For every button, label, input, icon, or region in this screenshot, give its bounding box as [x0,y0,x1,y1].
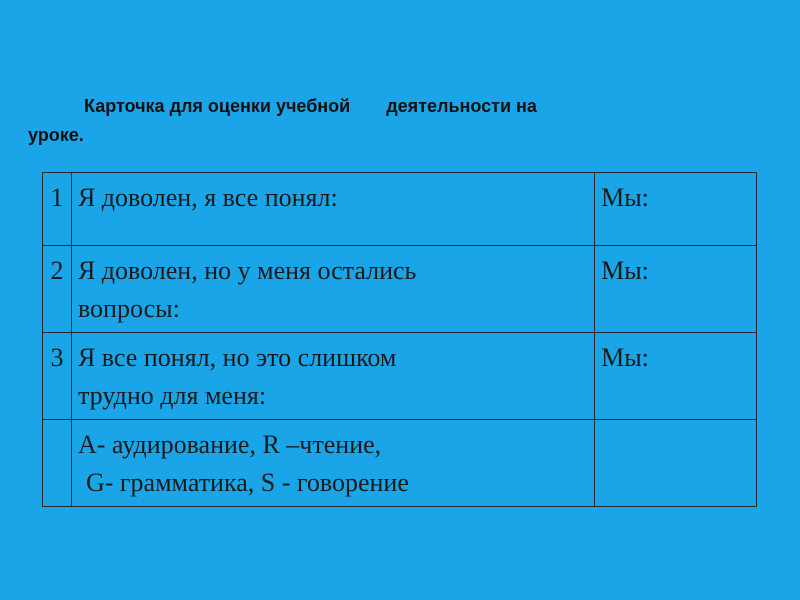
row-number: 2 [43,246,72,333]
table-row [43,173,757,246]
title-part-2: деятельности на [386,96,537,116]
legend-line: G- грамматика, S - говорение [85,468,409,497]
row-statement [71,173,594,246]
row-mark: Мы: [595,173,757,246]
row-statement [71,333,594,420]
statement-line: вопросы: [77,294,180,323]
table-row [43,246,757,333]
row-number [43,420,72,507]
row-statement [71,246,594,333]
legend-line: А- аудирование, R –чтение, [77,430,382,459]
row-mark: Мы: [595,333,757,420]
statement-line: трудно для меня: [77,381,267,410]
row-statement [71,420,594,507]
row-number: 3 [43,333,72,420]
row-mark [595,420,757,507]
title-line-2: уроке. [28,125,84,145]
card-title [28,92,748,150]
row-mark: Мы: [595,246,757,333]
title-line-1 [28,92,748,121]
assessment-table [42,172,757,507]
statement-line: Я доволен, я все понял: [77,183,338,212]
statement-line: Я все понял, но это слишком [77,343,397,372]
table-row [43,333,757,420]
statement-line: Я доволен, но у меня остались [77,256,417,285]
title-part-1: Карточка для оценки учебной [84,96,351,116]
row-number: 1 [43,173,72,246]
table-row [43,420,757,507]
